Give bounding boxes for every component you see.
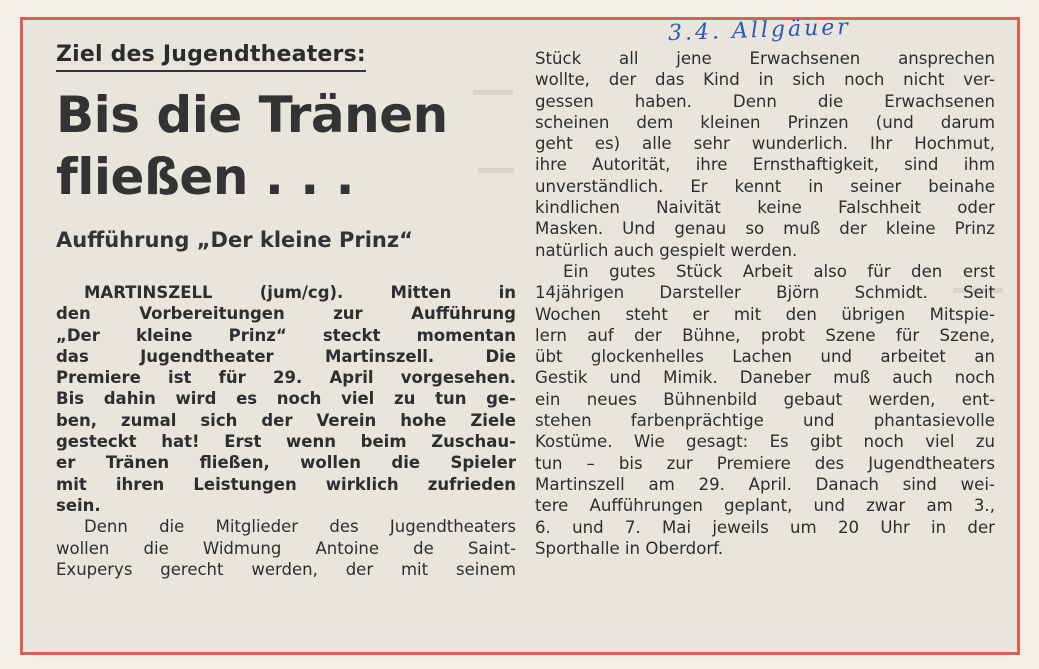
text-line: sein. [56, 495, 101, 515]
text-line: Gestik und Mimik. Daneber muß auch noch [535, 368, 995, 388]
text-line: Premiere ist für 29. April vorgesehen. [56, 368, 516, 388]
text-line: übt glockenhelles Lachen und arbeitet an [535, 347, 995, 367]
text-line: Wochen steht er mit den übrigen Mitspie- [535, 304, 995, 324]
article-kicker: Ziel des Jugendtheaters: [56, 40, 366, 72]
text-line: Ein gutes Stück Arbeit also für den erst [563, 261, 995, 281]
right-column [535, 48, 995, 559]
text-line: Masken. Und genau so muß der kleine Prinz [535, 219, 995, 239]
text-line: gesteckt hat! Erst wenn beim Zuschau- [56, 432, 516, 452]
text-line: Denn die Mitglieder des Jugendtheaters [84, 517, 516, 537]
text-line: Kostüme. Wie gesagt: Es gibt noch viel zu [535, 432, 995, 452]
newspaper-clipping [20, 14, 1020, 655]
text-line: gessen haben. Denn die Erwachsenen [535, 91, 995, 111]
body-paragraph-left [56, 516, 516, 580]
handwritten-date-note: 3.4. Allgäuer [667, 14, 852, 47]
text-line: Martinszell am 29. April. Danach sind wei- [535, 474, 995, 494]
text-line: Exuperys gerecht werden, der mit seinem [56, 559, 516, 579]
headline-line: fließen . . . [56, 148, 355, 206]
text-line: Stück all jene Erwachsenen ansprechen [535, 49, 995, 68]
text-line: er Tränen fließen, wollen die Spieler [56, 453, 516, 473]
body-paragraph-right-1 [535, 48, 995, 261]
text-line: tun – bis zur Premiere des Jugendtheaters [535, 453, 995, 473]
text-line: wollte, der das Kind in sich noch nicht ver- [535, 70, 995, 90]
text-line: tere Aufführungen geplant, und zwar am 3., [535, 496, 995, 516]
body-paragraph-right-2 [535, 261, 995, 559]
text-line: 6. und 7. Mai jeweils um 20 Uhr in der [535, 517, 995, 537]
article-subhead: Aufführung „Der kleine Prinz“ [56, 228, 413, 252]
headline-line: Bis die Tränen [56, 86, 448, 144]
lead-paragraph [56, 282, 516, 516]
text-line: natürlich auch gespielt werden. [535, 240, 798, 260]
text-line: MARTINSZELL (jum/cg). Mitten in [84, 283, 516, 302]
left-column [56, 40, 516, 580]
text-line: Bis dahin wird es noch viel zu tun ge- [56, 389, 516, 409]
text-line: ben, zumal sich der Verein hohe Ziele [56, 410, 516, 430]
text-line: den Vorbereitungen zur Aufführung [56, 304, 516, 324]
text-line: unverständlich. Er kennt in seiner beinahe [535, 176, 995, 196]
text-line: 14jährigen Darsteller Björn Schmidt. Seit [535, 283, 995, 303]
text-line: geht es) alle sehr wunderlich. Ihr Hochmut, [535, 134, 995, 154]
text-line: mit ihren Leistungen wirklich zufrieden [56, 474, 516, 494]
text-line: das Jugendtheater Martinszell. Die [56, 346, 516, 366]
text-line: lern auf der Bühne, probt Szene für Szene, [535, 325, 995, 345]
article-headline [56, 84, 516, 208]
text-line: scheinen dem kleinen Prinzen (und darum [535, 112, 995, 132]
text-line: wollen die Widmung Antoine de Saint- [56, 538, 516, 558]
text-line: kindlichen Naivität keine Falschheit oder [535, 198, 995, 218]
text-line: ein neues Bühnenbild gebaut werden, ent- [535, 389, 995, 409]
text-line: stehen farbenprächtige und phantasievolle [535, 411, 995, 431]
text-line: Sporthalle in Oberdorf. [535, 538, 724, 558]
text-line: „Der kleine Prinz“ steckt momentan [56, 325, 516, 345]
text-line: ihre Autorität, ihre Ernsthaftigkeit, sind ihm [535, 155, 995, 175]
